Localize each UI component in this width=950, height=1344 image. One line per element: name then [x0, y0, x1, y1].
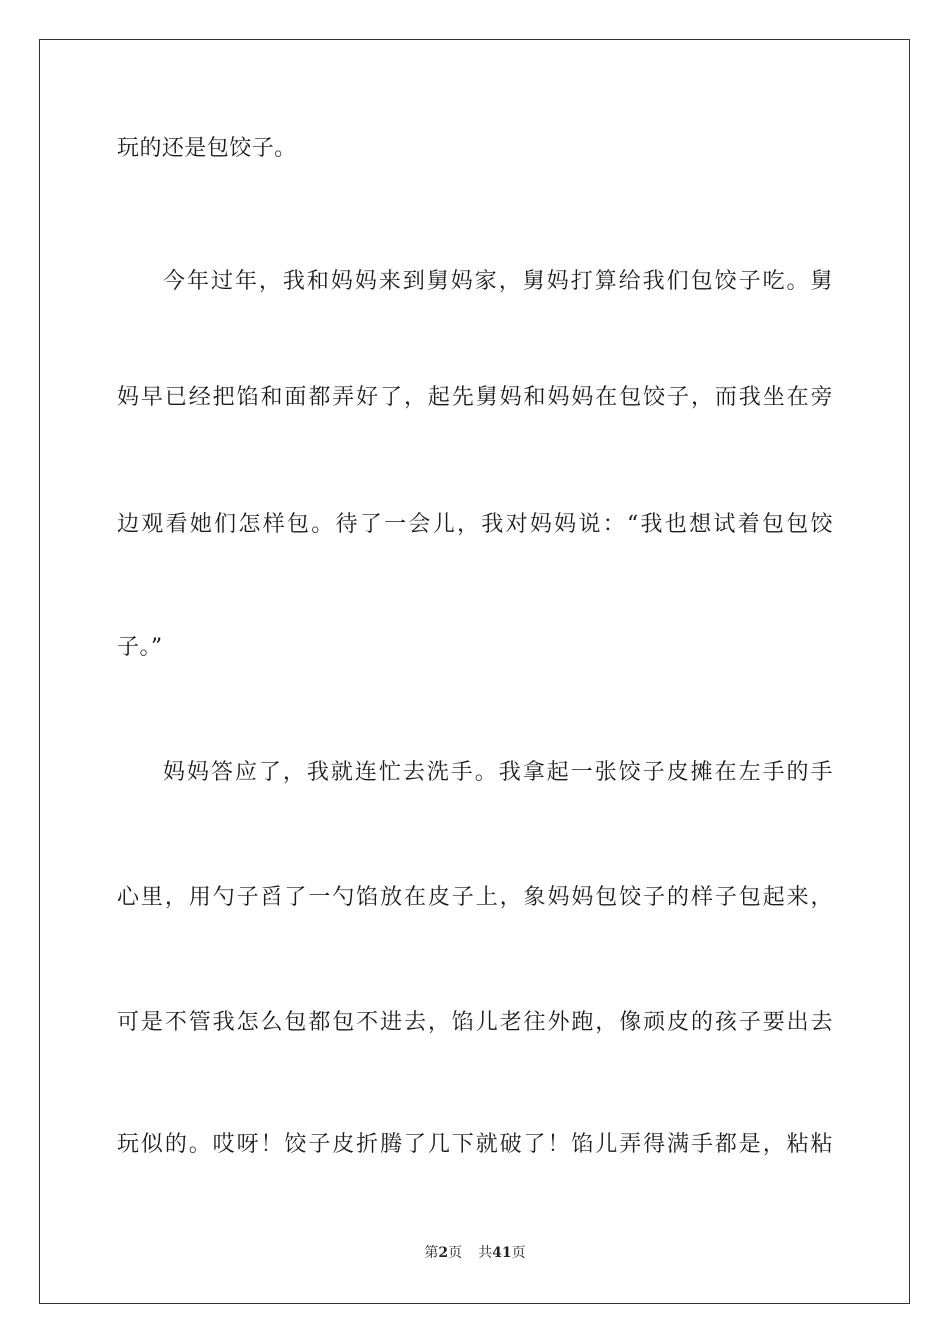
page-suffix: 页	[448, 1245, 463, 1261]
body-line-3: 妈早已经把馅和面都弄好了，起先舅妈和妈妈在包饺子，而我坐在旁	[117, 385, 833, 410]
page-border	[39, 39, 910, 1304]
body-line-2: 今年过年，我和妈妈来到舅妈家，舅妈打算给我们包饺子吃。舅	[163, 269, 833, 294]
body-line-5: 子。”	[117, 635, 163, 660]
body-line-8: 可是不管我怎么包都包不进去，馅儿老往外跑，像顽皮的孩子要出去	[117, 1010, 833, 1035]
page-prefix: 第	[424, 1245, 439, 1261]
page-number: 2	[438, 1245, 449, 1261]
body-line-7: 心里，用勺子舀了一勺馅放在皮子上，象妈妈包饺子的样子包起来，	[117, 885, 833, 910]
total-prefix: 共	[478, 1245, 493, 1261]
total-suffix: 页	[511, 1245, 526, 1261]
total-pages: 41	[492, 1245, 512, 1261]
page-footer	[0, 1243, 950, 1263]
body-line-4: 边观看她们怎样包。待了一会儿，我对妈妈说：“我也想试着包包饺	[117, 512, 833, 537]
body-line-9: 玩似的。哎呀！饺子皮折腾了几下就破了！馅儿弄得满手都是，粘粘	[117, 1132, 833, 1157]
body-line-6: 妈妈答应了，我就连忙去洗手。我拿起一张饺子皮摊在左手的手	[163, 760, 833, 785]
body-line-1: 玩的还是包饺子。	[117, 136, 297, 161]
